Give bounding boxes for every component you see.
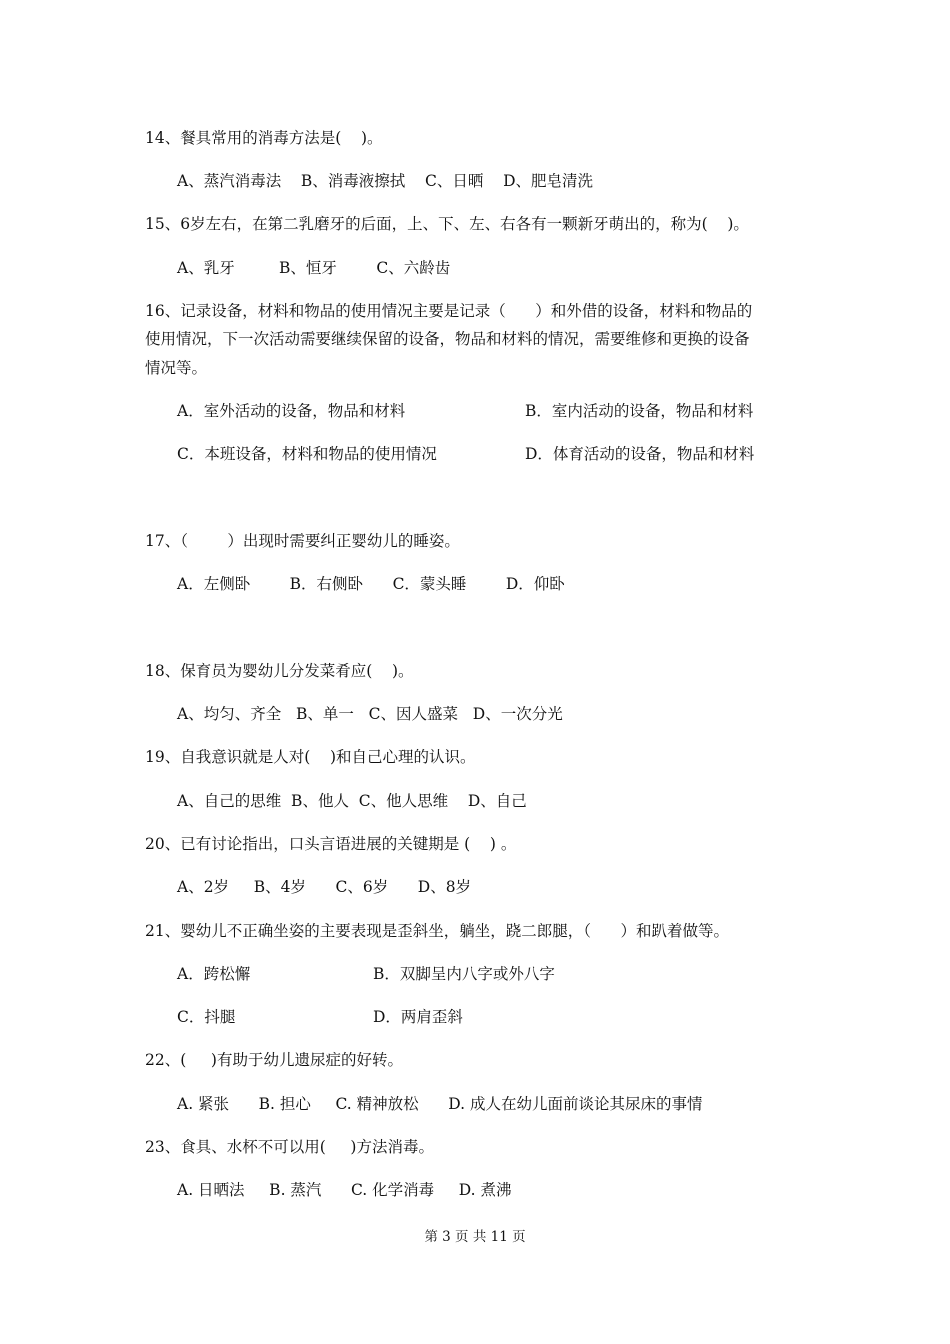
question-17-options: A．左侧卧 B．右侧卧 C．蒙头睡 D．仰卧 [177, 575, 565, 593]
question-16-option-c: C．本班设备，材料和物品的使用情况 [177, 445, 437, 463]
question-22-options: A. 紧张 B. 担心 C. 精神放松 D. 成人在幼儿面前谈论其尿床的事情 [177, 1095, 703, 1113]
question-21-option-b: B．双脚呈内八字或外八字 [373, 965, 555, 983]
question-14-stem: 14、餐具常用的消毒方法是( )。 [145, 129, 383, 147]
question-21-option-d: D．两肩歪斜 [373, 1008, 463, 1026]
question-21-option-a: A．跨松懈 [177, 965, 251, 983]
question-22-stem: 22、( )有助于幼儿遗尿症的好转。 [145, 1051, 403, 1069]
page-number-footer: 第 3 页 共 11 页 [424, 1229, 526, 1245]
question-23-stem: 23、食具、水杯不可以用( )方法消毒。 [145, 1138, 434, 1156]
question-19-stem: 19、自我意识就是人对( )和自己心理的认识。 [145, 748, 476, 766]
question-16-stem-line-1: 16、记录设备，材料和物品的使用情况主要是记录（ ）和外借的设备，材料和物品的 [145, 302, 753, 320]
question-23-options: A. 日晒法 B. 蒸汽 C. 化学消毒 D. 煮沸 [177, 1181, 512, 1199]
question-19-options: A、自己的思维 B、他人 C、他人思维 D、自己 [177, 792, 527, 810]
question-18-stem: 18、保育员为婴幼儿分发菜肴应( )。 [145, 662, 414, 680]
question-17-stem: 17、（ ）出现时需要纠正婴幼儿的睡姿。 [145, 532, 460, 550]
question-16-stem-line-3: 情况等。 [145, 359, 208, 377]
question-16-stem-line-2: 使用情况，下一次活动需要继续保留的设备，物品和材料的情况，需要维修和更换的设备 [145, 330, 750, 348]
question-16-option-d: D．体育活动的设备，物品和材料 [525, 445, 755, 463]
question-15-stem: 15、6岁左右，在第二乳磨牙的后面，上、下、左、右各有一颗新牙萌出的，称为( )。 [145, 215, 749, 233]
question-15-options: A、乳牙 B、恒牙 C、六龄齿 [177, 259, 451, 277]
question-16-option-a: A．室外活动的设备，物品和材料 [177, 402, 406, 420]
question-21-stem: 21、婴幼儿不正确坐姿的主要表现是歪斜坐，躺坐，跷二郎腿，（ ）和趴着做等。 [145, 922, 730, 940]
question-20-stem: 20、已有讨论指出，口头言语进展的关键期是 ( ) 。 [145, 835, 517, 853]
question-18-options: A、均匀、齐全 B、单一 C、因人盛菜 D、一次分光 [177, 705, 563, 723]
question-21-option-c: C．抖腿 [177, 1008, 236, 1026]
question-14-options: A、蒸汽消毒法 B、消毒液擦拭 C、日晒 D、肥皂清洗 [177, 172, 593, 190]
question-20-options: A、2岁 B、4岁 C、6岁 D、8岁 [177, 878, 472, 896]
question-16-option-b: B．室内活动的设备，物品和材料 [525, 402, 754, 420]
